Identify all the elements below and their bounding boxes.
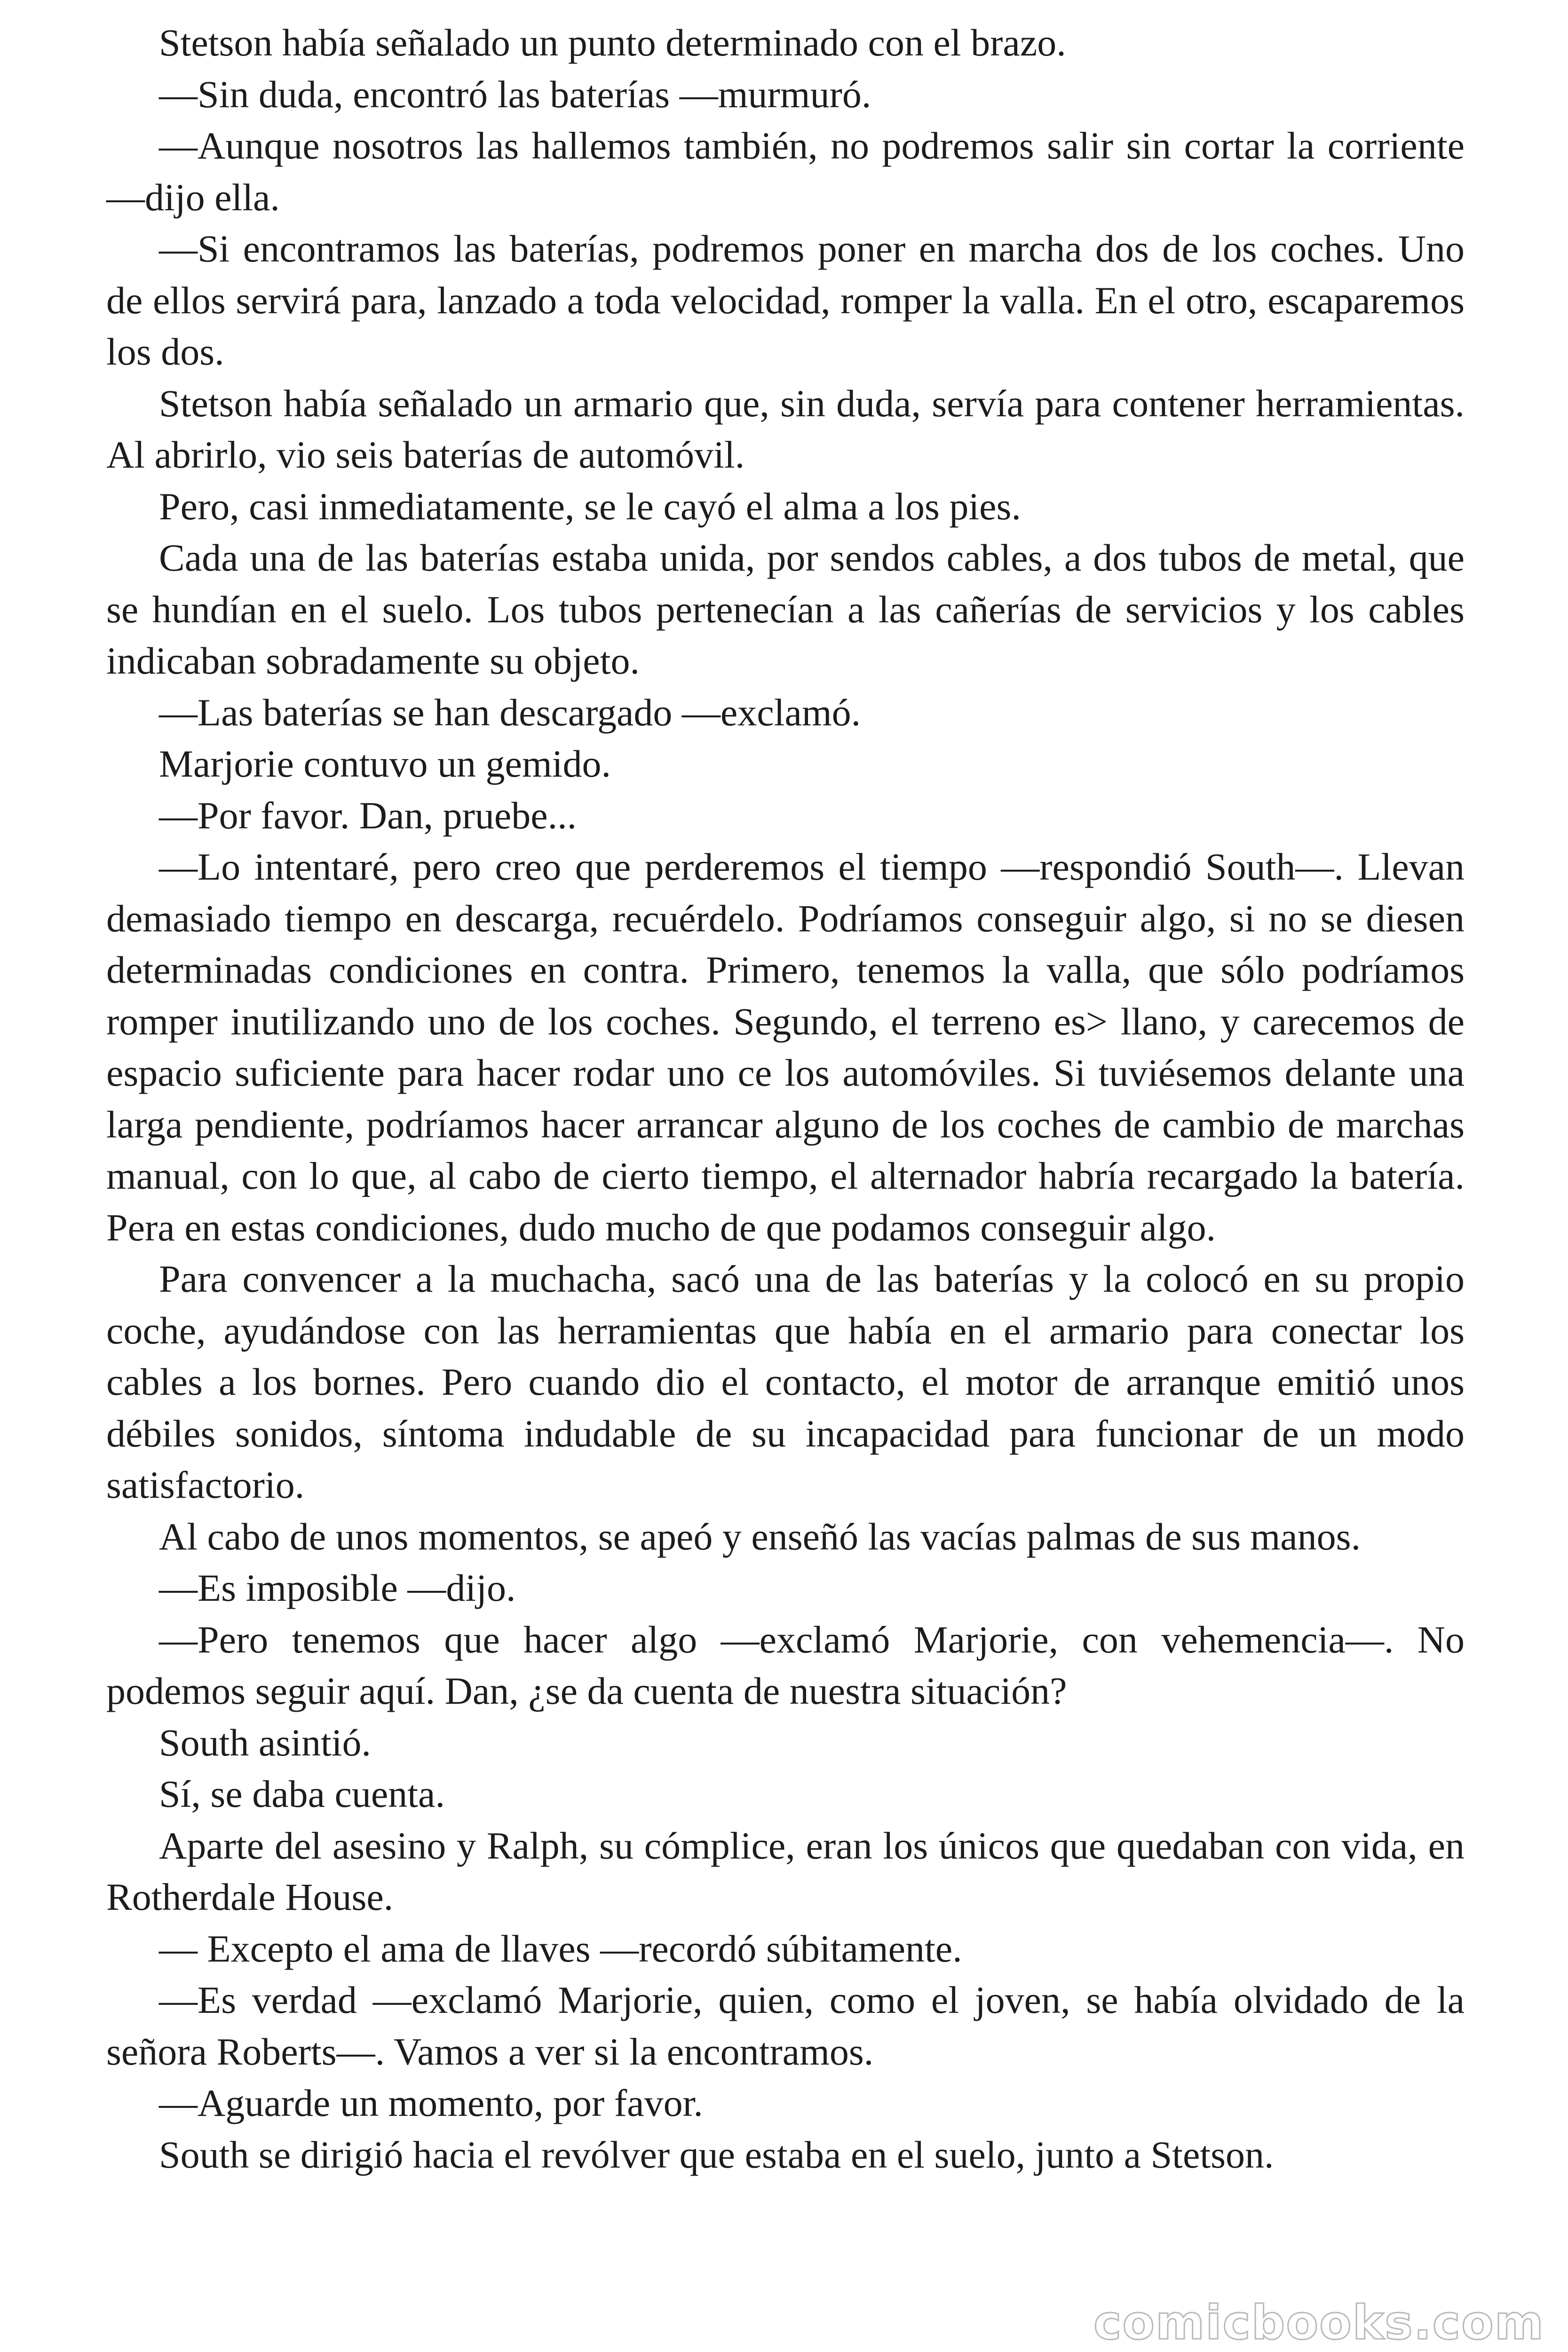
paragraph: Stetson había señalado un armario que, sin duda, servía para contener herramientas. Al abrirlo, vio seis baterías de automóvil.	[106, 381, 1465, 476]
paragraph: —Pero tenemos que hacer algo —exclamó Marjorie, con vehemencia—. No podemos seguir aquí. Dan, ¿se da cuenta de nuestra situación?	[106, 1618, 1465, 1712]
paragraph: Cada una de las baterías estaba unida, por sendos cables, a dos tubos de metal, que se hundían en el suelo. Los tubos pertenecían a las cañerías de servicios y los cables indicaban sobradamente su objeto.	[106, 536, 1465, 682]
paragraph: —Aunque nosotros las hallemos también, no podremos salir sin cortar la corriente —dijo ella.	[106, 124, 1465, 219]
paragraph: — Excepto el ama de llaves —recordó súbitamente.	[159, 1927, 962, 1970]
paragraph: Aparte del asesino y Ralph, su cómplice, eran los únicos que quedaban con vida, en Rotherdale House.	[106, 1824, 1465, 1918]
paragraph: —Si encontramos las baterías, podremos poner en marcha dos de los coches. Uno de ellos servirá para, lanzado a toda velocidad, romper la valla. En el otro, escaparemos los dos.	[106, 227, 1465, 373]
paragraph: Para convencer a la muchacha, sacó una de las baterías y la colocó en su propio coche, ayudándose con las herramientas que había en el armario para conectar los cables a los bornes. Pero cuando dio el contacto, el motor de arranque emitió unos débiles sonidos, síntoma indudable de su incapacidad para funcionar de un modo satisfactorio.	[106, 1257, 1465, 1506]
paragraph: Al cabo de unos momentos, se apeó y enseñó las vacías palmas de sus manos.	[159, 1515, 1361, 1558]
paragraph: South asintió.	[159, 1721, 372, 1764]
paragraph: —Las baterías se han descargado —exclamó.	[159, 691, 861, 734]
paragraph: —Es verdad —exclamó Marjorie, quien, como el joven, se había olvidado de la señora Roberts—. Vamos a ver si la encontramos.	[106, 1979, 1465, 2073]
paragraph: —Sin duda, encontró las baterías —murmuró.	[159, 72, 871, 116]
paragraph: —Aguarde un momento, por favor.	[159, 2082, 703, 2124]
paragraph: South se dirigió hacia el revólver que estaba en el suelo, junto a Stetson.	[159, 2133, 1274, 2176]
paragraph: —Por favor. Dan, pruebe...	[159, 794, 577, 837]
paragraph: Stetson había señalado un punto determinado con el brazo.	[159, 21, 1066, 64]
paragraph: —Lo intentaré, pero creo que perderemos el tiempo —respondió South—. Llevan demasiado tiempo en descarga, recuérdelo. Podríamos conseguir algo, si no se diesen determinadas condiciones en contra. Primero, tenemos la valla, que sólo podríamos romper inutilizando uno de los coches. Segundo, el terreno es> llano, y carecemos de espacio suficiente para hacer rodar uno ce los automóviles. Si tuviésemos delante una larga pendiente, podríamos hacer arrancar alguno de los coches de cambio de marchas manual, con lo que, al cabo de cierto tiempo, el alternador habría recargado la batería. Pera en estas condiciones, dudo mucho de que podamos conseguir algo.	[106, 845, 1465, 1249]
book-page	[106, 17, 1465, 2180]
watermark: comicbooks.com	[1093, 2295, 1544, 2350]
paragraph: Pero, casi inmediatamente, se le cayó el alma a los pies.	[159, 485, 1021, 528]
paragraph: —Es imposible —dijo.	[159, 1566, 516, 1609]
paragraph: Marjorie contuvo un gemido.	[159, 742, 611, 785]
paragraph: Sí, se daba cuenta.	[159, 1772, 445, 1815]
